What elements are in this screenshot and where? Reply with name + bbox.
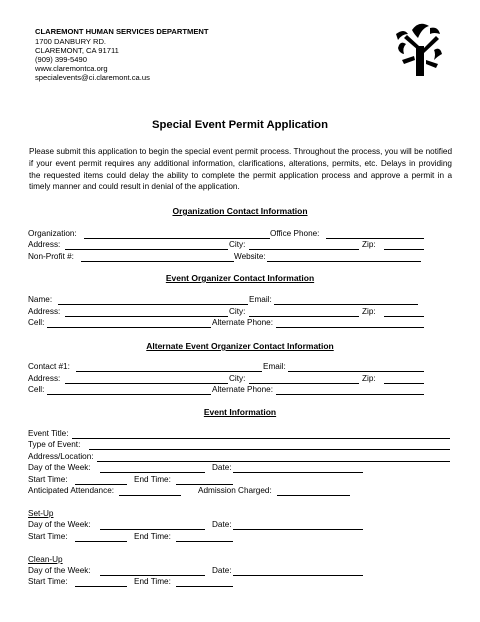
event-title-field[interactable]	[72, 438, 450, 439]
cell-field[interactable]	[47, 394, 211, 395]
admission-field[interactable]	[277, 495, 350, 496]
city-field[interactable]	[249, 249, 359, 250]
zip-label: Zip:	[362, 240, 376, 249]
address-label: Address:	[28, 307, 61, 316]
email-label: Email:	[249, 295, 272, 304]
end-time-field[interactable]	[176, 484, 233, 485]
address-line-2: CLAREMONT, CA 91711	[35, 46, 119, 55]
contact-field[interactable]	[76, 371, 262, 372]
organization-field[interactable]	[84, 238, 270, 239]
event-type-field[interactable]	[89, 449, 450, 450]
day-of-week-label: Day of the Week:	[28, 463, 91, 472]
event-type-label: Type of Event:	[28, 440, 81, 449]
nonprofit-label: Non-Profit #:	[28, 252, 74, 261]
name-label: Name:	[28, 295, 53, 304]
nonprofit-field[interactable]	[81, 261, 234, 262]
cleanup-day-label: Day of the Week:	[28, 566, 91, 575]
tree-logo-icon	[394, 20, 444, 76]
alternate-phone-field[interactable]	[276, 327, 424, 328]
end-time-label: End Time:	[134, 475, 171, 484]
office-phone-label: Office Phone:	[270, 229, 320, 238]
setup-end-label: End Time:	[134, 532, 171, 541]
address-label: Address:	[28, 374, 61, 383]
setup-start-label: Start Time:	[28, 532, 68, 541]
address-label: Address:	[28, 240, 61, 249]
cleanup-day-field[interactable]	[100, 575, 205, 576]
address-field[interactable]	[65, 316, 228, 317]
website-link[interactable]: www.claremontca.org	[35, 64, 108, 73]
event-title-label: Event Title:	[28, 429, 69, 438]
office-phone-field[interactable]	[326, 238, 424, 239]
location-label: Address/Location:	[28, 452, 94, 461]
alternate-phone-field[interactable]	[276, 394, 424, 395]
cleanup-date-field[interactable]	[233, 575, 363, 576]
attendance-field[interactable]	[119, 495, 181, 496]
zip-label: Zip:	[362, 374, 376, 383]
city-label: City:	[229, 240, 246, 249]
address-field[interactable]	[65, 249, 228, 250]
zip-field[interactable]	[384, 249, 424, 250]
zip-field[interactable]	[384, 316, 424, 317]
website-label: Website:	[234, 252, 266, 261]
cell-label: Cell:	[28, 318, 45, 327]
organization-label: Organization:	[28, 229, 77, 238]
city-label: City:	[229, 307, 246, 316]
address-field[interactable]	[65, 383, 228, 384]
website-field[interactable]	[267, 261, 421, 262]
city-field[interactable]	[249, 316, 359, 317]
setup-end-field[interactable]	[176, 541, 233, 542]
setup-date-field[interactable]	[233, 529, 363, 530]
alternate-phone-label: Alternate Phone:	[212, 385, 273, 394]
cleanup-heading: Clean-Up	[28, 555, 63, 564]
cell-field[interactable]	[47, 327, 211, 328]
start-time-field[interactable]	[75, 484, 127, 485]
alternate-phone-label: Alternate Phone:	[212, 318, 273, 327]
intro-paragraph: Please submit this application to begin the special event permit process. Throughout the process, you will be notified if your event permit requires any additional information, clarifications, alterations, permits, etc. Delays in providing the requested items could delay the ability to complete the permit application process and approve a permit in a timely manner and could result in denial of the application.	[29, 147, 452, 192]
location-field[interactable]	[97, 461, 450, 462]
cell-label: Cell:	[28, 385, 45, 394]
organizer-section-heading: Event Organizer Contact Information	[165, 273, 315, 283]
department-name: CLAREMONT HUMAN SERVICES DEPARTMENT	[35, 27, 209, 36]
org-section-heading: Organization Contact Information	[172, 206, 308, 216]
cleanup-date-label: Date:	[212, 566, 232, 575]
city-field[interactable]	[249, 383, 359, 384]
alternate-section-heading: Alternate Event Organizer Contact Information	[146, 341, 334, 351]
admission-label: Admission Charged:	[198, 486, 272, 495]
page-title: Special Event Permit Application	[152, 119, 328, 131]
setup-start-field[interactable]	[75, 541, 127, 542]
name-field[interactable]	[58, 304, 248, 305]
contact-label: Contact #1:	[28, 362, 70, 371]
event-section-heading: Event Information	[203, 407, 277, 417]
setup-day-label: Day of the Week:	[28, 520, 91, 529]
zip-label: Zip:	[362, 307, 376, 316]
email-field[interactable]	[288, 371, 424, 372]
email-label: Email:	[263, 362, 286, 371]
start-time-label: Start Time:	[28, 475, 68, 484]
email-field[interactable]	[274, 304, 418, 305]
date-field[interactable]	[233, 472, 363, 473]
city-label: City:	[229, 374, 246, 383]
cleanup-end-label: End Time:	[134, 577, 171, 586]
phone-number: (909) 399-5490	[35, 55, 87, 64]
setup-day-field[interactable]	[100, 529, 205, 530]
day-of-week-field[interactable]	[100, 472, 205, 473]
cleanup-end-field[interactable]	[176, 586, 233, 587]
email-link[interactable]: specialevents@ci.claremont.ca.us	[35, 73, 150, 82]
setup-heading: Set-Up	[28, 509, 54, 518]
setup-date-label: Date:	[212, 520, 232, 529]
address-line-1: 1700 DANBURY RD.	[35, 37, 107, 46]
cleanup-start-field[interactable]	[75, 586, 127, 587]
date-label: Date:	[212, 463, 232, 472]
zip-field[interactable]	[384, 383, 424, 384]
cleanup-start-label: Start Time:	[28, 577, 68, 586]
attendance-label: Anticipated Attendance:	[28, 486, 115, 495]
